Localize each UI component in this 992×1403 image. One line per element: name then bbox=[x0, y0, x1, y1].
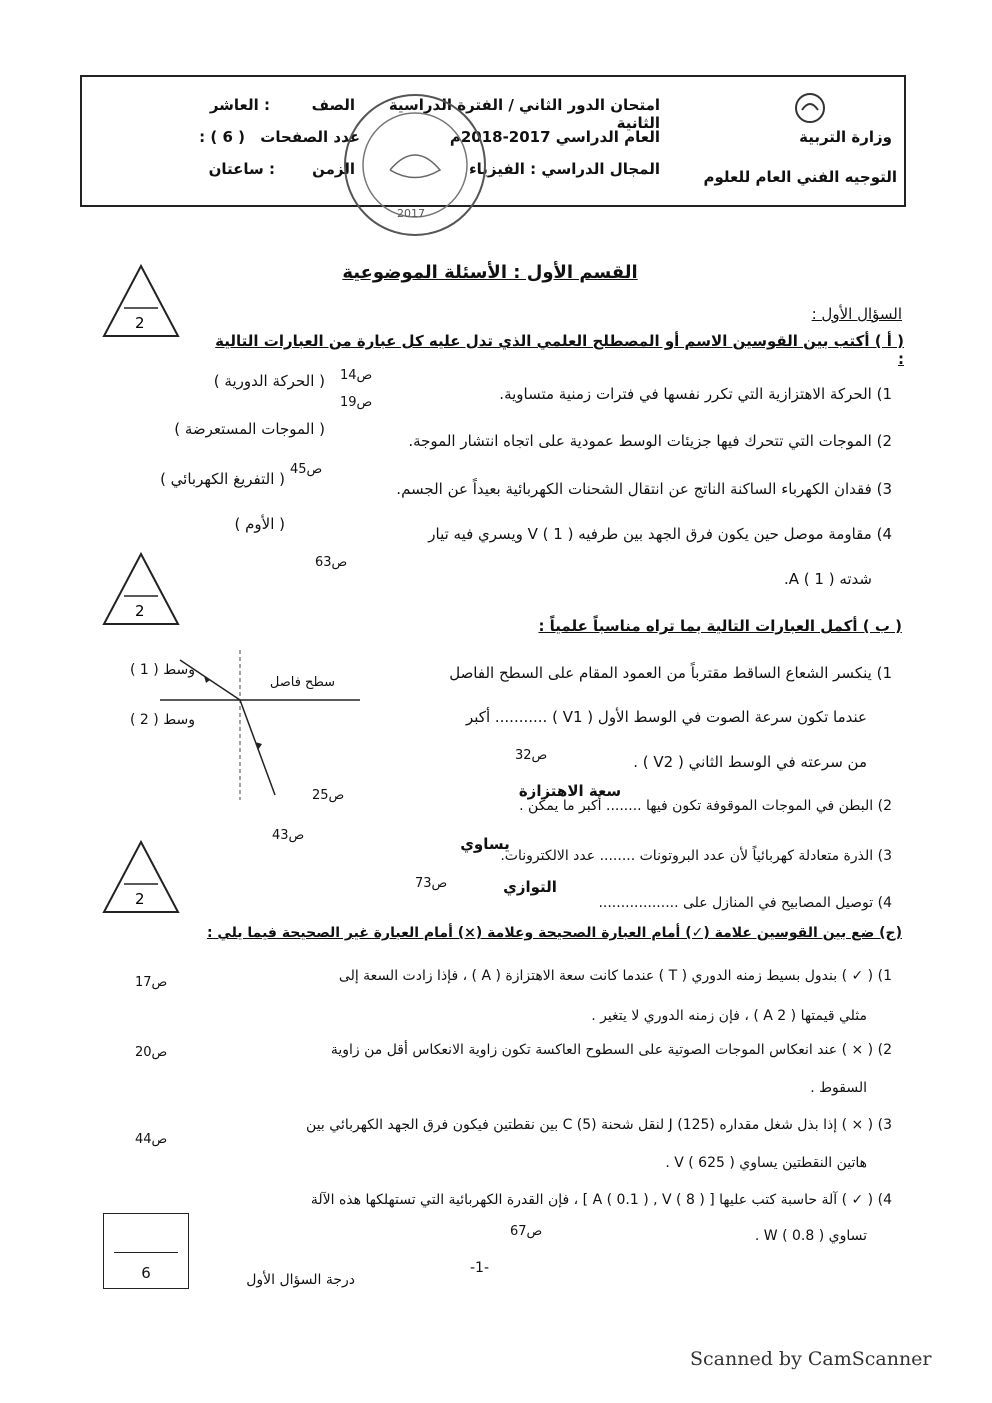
score-triangle-b bbox=[100, 550, 182, 628]
part-b-ref-1: ص32 bbox=[515, 748, 548, 763]
part-c-score: 2 bbox=[135, 890, 145, 908]
part-a-answer-1: ( الحركة الدورية ) bbox=[213, 372, 325, 390]
official-stamp-icon bbox=[335, 85, 495, 245]
part-c-instruction: (ج) ضع بين القوسين علامة (✓) أمام العبارة الصحيحة وعلامة (×) أمام العبارة غير الصحيحة فيما يلي : bbox=[206, 925, 902, 941]
part-b-instruction: ( ب ) أكمل العبارات التالية بما تراه مناسباً علمياً : bbox=[538, 617, 902, 635]
question-1-label: السؤال الأول : bbox=[811, 305, 902, 323]
page-number: -1- bbox=[470, 1260, 490, 1276]
q1-total-box bbox=[103, 1213, 189, 1289]
grade-value: : العاشر bbox=[209, 96, 270, 114]
department-name: التوجيه الفني العام للعلوم bbox=[703, 168, 897, 186]
time-label: الزمن bbox=[312, 160, 355, 178]
exam-subject: المجال الدراسي : الفيزياء bbox=[468, 160, 660, 178]
part-a-instruction: ( أ ) أكتب بين القوسين الاسم أو المصطلح العلمي الذي تدل عليه كل عبارة من العبارات التالية : bbox=[215, 332, 904, 368]
part-c-ref-4: ص67 bbox=[510, 1224, 543, 1239]
part-b-score: 2 bbox=[135, 602, 145, 620]
part-a-ref-2: ص19 bbox=[340, 395, 373, 410]
part-c-ref-2: ص20 bbox=[135, 1045, 168, 1060]
part-b-ref-2: ص25 bbox=[312, 788, 345, 803]
part-b-ref-3: ص43 bbox=[272, 828, 305, 843]
part-c-item-4-line2: تساوي W ( 0.8 ) . bbox=[754, 1228, 867, 1244]
part-a-ref-1: ص14 bbox=[340, 368, 373, 383]
part-a-ref-4: ص63 bbox=[315, 555, 348, 570]
part-b-fill-4: التوازي bbox=[503, 878, 557, 896]
part-c-ref-3: ص44 bbox=[135, 1132, 168, 1147]
part-c-item-1: 1) ( ✓ ) بندول بسيط زمنه الدوري ( T ) عندما كانت سعة الاهتزازة ( A ) ، فإذا زادت السعة إلى bbox=[338, 968, 892, 984]
pages-value: : ( 6 ) bbox=[199, 128, 245, 146]
part-a-ref-3: ص45 bbox=[290, 462, 323, 477]
part-a-item-4: 4) مقاومة موصل حين يكون فرق الجهد بين طرفيه V ( 1 ) ويسري فيه تيار bbox=[428, 525, 892, 543]
part-b-item-3: 3) الذرة متعادلة كهربائياً لأن عدد البروتونات ........ عدد الالكترونات. bbox=[500, 848, 892, 864]
part-b-ref-4: ص73 bbox=[415, 876, 448, 891]
part-c-item-3: 3) ( × ) إذا بذل شغل مقداره J (125) لنقل شحنة C (5) بين نقطتين فيكون فرق الجهد الكهربائي بين bbox=[306, 1117, 892, 1133]
part-a-item-3: 3) فقدان الكهرباء الساكنة الناتج عن انتقال الشحنات الكهربائية بعيداً عن الجسم. bbox=[396, 480, 892, 498]
ministry-name: وزارة التربية bbox=[799, 128, 892, 146]
surface-label: سطح فاصل bbox=[269, 675, 335, 690]
part-b-fill-2: سعة الاهتزازة bbox=[518, 782, 622, 800]
part-b-fill-3: يساوي bbox=[460, 835, 510, 853]
part-c-item-2: 2) ( × ) عند انعكاس الموجات الصوتية على السطوح العاكسة تكون زاوية الانعكاس أقل من زاوية bbox=[330, 1042, 892, 1058]
section-title: القسم الأول : الأسئلة الموضوعية bbox=[342, 262, 638, 283]
part-c-ref-1: ص17 bbox=[135, 975, 168, 990]
part-b-item-4: 4) توصيل المصابيح في المنازل على .................. bbox=[598, 895, 892, 911]
part-a-score: 2 bbox=[135, 314, 145, 332]
part-a-item-2: 2) الموجات التي تتحرك فيها جزيئات الوسط عمودية على اتجاه انتشار الموجة. bbox=[408, 432, 892, 450]
part-a-item-4-cont: شدته A ( 1 ). bbox=[783, 570, 872, 588]
part-b-item-1: 1) ينكسر الشعاع الساقط مقترباً من العمود المقام على السطح الفاصل bbox=[449, 664, 892, 682]
part-c-item-3-line2: هاتين النقطتين يساوي V ( 625 ) . bbox=[665, 1155, 867, 1171]
exam-year: العام الدراسي 2017-2018م bbox=[449, 128, 660, 146]
stamp-text: 2017 bbox=[397, 207, 425, 220]
medium-2-label: وسط ( 2 ) bbox=[130, 712, 195, 728]
part-b-item-1-line2: عندما تكون سرعة الصوت في الوسط الأول ( V1 ) ........... أكبر bbox=[466, 708, 867, 726]
score-triangle-c bbox=[100, 838, 182, 916]
part-a-answer-4: ( الأوم ) bbox=[234, 515, 285, 533]
part-b-item-2: 2) البطن في الموجات الموقوفة تكون فيها ........ أكبر ما يمكن . bbox=[519, 798, 892, 814]
part-c-item-1-line2: مثلي قيمتها ( 2 A ) ، فإن زمنه الدوري لا يتغير . bbox=[591, 1008, 867, 1024]
part-b-item-1-line3: من سرعته في الوسط الثاني ( V2 ) . bbox=[633, 753, 867, 771]
part-c-item-4: 4) ( ✓ ) آلة حاسبة كتب عليها [ A ( 0.1 ) , V ( 8 ) ] ، فإن القدرة الكهربائية التي تستهلكها هذه الآلة bbox=[310, 1192, 892, 1208]
part-c-item-2-line2: السقوط . bbox=[810, 1080, 867, 1096]
q1-total-label: درجة السؤال الأول bbox=[246, 1272, 355, 1288]
scanner-watermark: Scanned by CamScanner bbox=[690, 1348, 932, 1370]
time-value: : ساعتان bbox=[208, 160, 275, 178]
medium-1-label: وسط ( 1 ) bbox=[130, 662, 195, 678]
score-triangle-a bbox=[100, 262, 182, 340]
part-a-answer-2: ( الموجات المستعرضة ) bbox=[174, 420, 325, 438]
pages-label: عدد الصفحات bbox=[260, 128, 360, 146]
ministry-emblem-icon bbox=[792, 90, 828, 126]
exam-title: امتحان الدور الثاني / الفترة الدراسية الثانية bbox=[388, 96, 660, 132]
grade-label: الصف bbox=[311, 96, 355, 114]
part-a-answer-3: ( التفريغ الكهربائي ) bbox=[160, 470, 285, 488]
q1-total: 6 bbox=[141, 1264, 151, 1282]
part-a-item-1: 1) الحركة الاهتزازية التي تكرر نفسها في فترات زمنية متساوية. bbox=[499, 385, 892, 403]
